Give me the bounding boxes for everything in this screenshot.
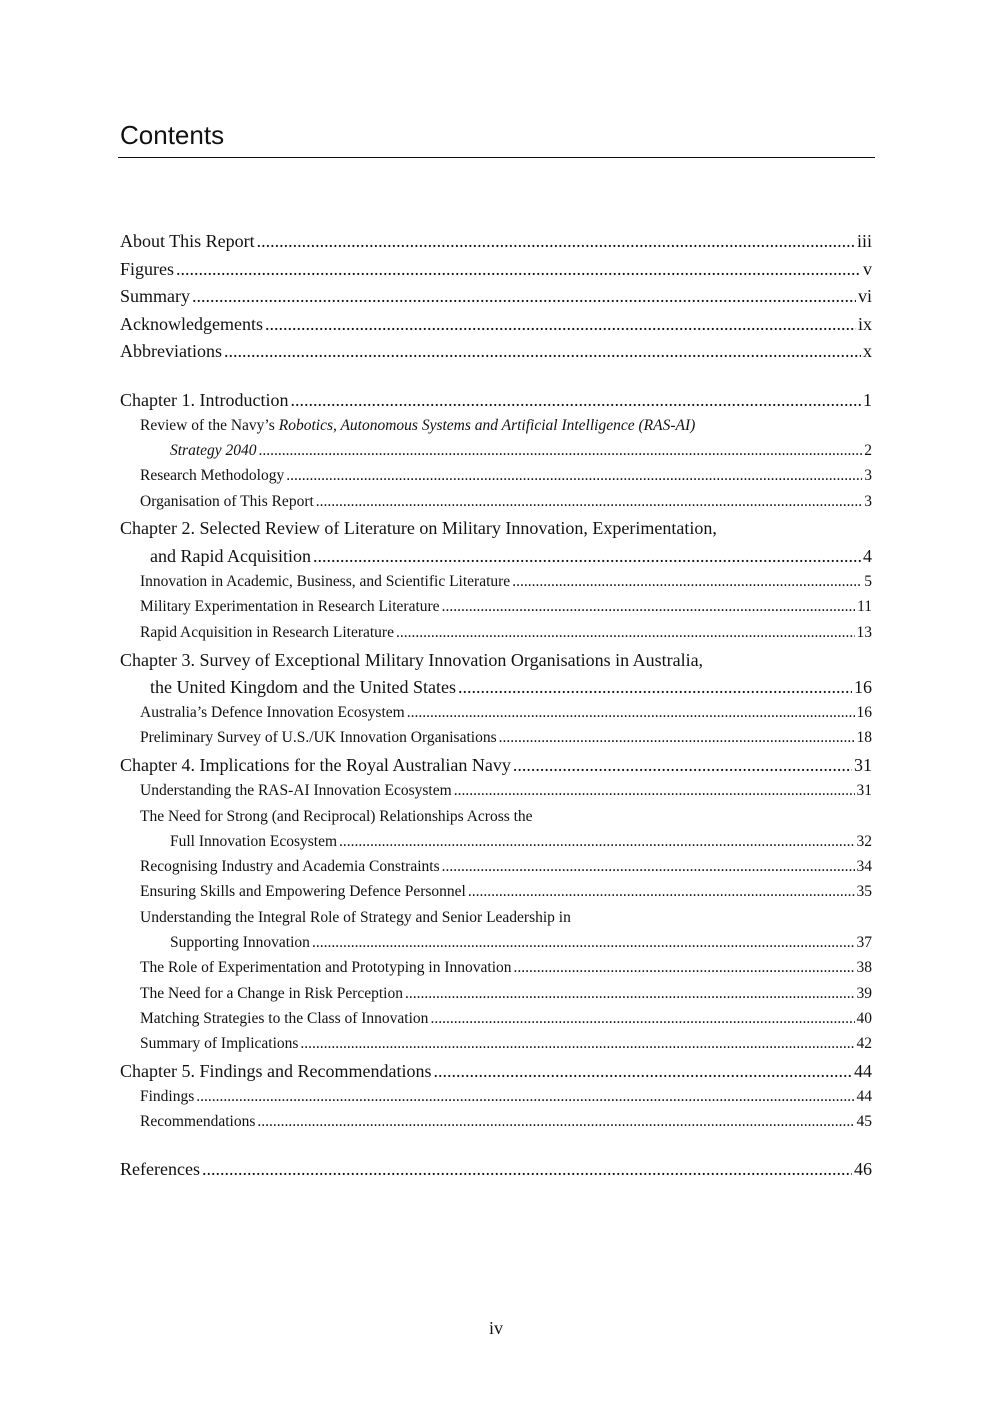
toc-page-number: 31 <box>856 782 872 799</box>
dot-leader <box>300 1033 854 1055</box>
toc-entry-title-cont: Full Innovation Ecosystem <box>170 833 338 850</box>
toc-entry-abbreviations[interactable] <box>120 339 872 363</box>
toc-page-number: 11 <box>857 598 872 615</box>
toc-entry-review-navy-strategy[interactable] <box>140 415 872 437</box>
toc-entry-title-prefix: Review of the Navy’s <box>140 417 275 434</box>
toc-entry-title: Figures <box>120 259 174 279</box>
dot-leader <box>257 229 855 253</box>
dot-leader <box>454 780 855 802</box>
toc-entry-title: Acknowledgements <box>120 314 263 334</box>
dot-leader <box>430 1008 854 1030</box>
dot-leader <box>499 727 855 749</box>
toc-entry-title: Understanding the RAS-AI Innovation Ecosystem <box>140 782 452 799</box>
dot-leader <box>468 881 855 903</box>
dot-leader <box>312 932 855 954</box>
toc-entry-military-experimentation[interactable] <box>140 596 872 618</box>
dot-leader <box>257 1111 854 1133</box>
dot-leader <box>513 753 852 777</box>
toc-entry-ensuring-skills[interactable] <box>140 881 872 903</box>
toc-entry-title: The Role of Experimentation and Prototyping in Innovation <box>140 959 512 976</box>
toc-page-number: 5 <box>864 573 872 590</box>
toc-entry-matching-strategies[interactable] <box>140 1008 872 1030</box>
toc-entry-title-cont: Supporting Innovation <box>170 934 310 951</box>
toc-entry-title: Military Experimentation in Research Literature <box>140 598 440 615</box>
toc-entry-title: Chapter 1. Introduction <box>120 390 289 410</box>
toc-entry-about[interactable] <box>120 229 872 253</box>
dot-leader <box>286 465 862 487</box>
toc-page-number: 31 <box>854 755 872 775</box>
toc-entry-strong-relationships[interactable] <box>140 806 872 828</box>
toc-page-number: 37 <box>856 934 872 951</box>
toc-entry-title: Innovation in Academic, Business, and Scientific Literature <box>140 573 511 590</box>
dot-leader <box>196 1086 854 1108</box>
dot-leader <box>442 596 856 618</box>
dot-leader <box>316 491 862 513</box>
dot-leader <box>290 388 861 412</box>
toc-entry-experimentation-prototyping[interactable] <box>140 957 872 979</box>
toc-entry-recommendations[interactable] <box>140 1111 872 1133</box>
toc-page-number: 39 <box>856 985 872 1002</box>
toc-entry-chapter-1[interactable] <box>120 388 872 412</box>
toc-page-number: 1 <box>863 390 872 410</box>
toc-entry-title-cont: the United Kingdom and the United States <box>150 677 456 697</box>
toc-entry-title: The Need for Strong (and Reciprocal) Relationships Across the <box>140 808 533 825</box>
toc-entry-chapter-2[interactable] <box>120 516 872 540</box>
toc-page-number: ix <box>857 314 872 334</box>
toc-entry-chapter-3-cont[interactable] <box>150 675 872 699</box>
toc-entry-chapter-4[interactable] <box>120 753 872 777</box>
toc-page-number: 40 <box>856 1010 872 1027</box>
toc-entry-strong-relationships-cont[interactable] <box>170 831 872 853</box>
toc-entry-chapter-3[interactable] <box>120 648 872 672</box>
toc-entry-australia-ecosystem[interactable] <box>140 702 872 724</box>
toc-page-number: 3 <box>864 467 872 484</box>
toc-page-number: 3 <box>864 493 872 510</box>
toc-entry-title-cont: Strategy 2040 <box>170 442 257 459</box>
toc-entry-rapid-acquisition[interactable] <box>140 622 872 644</box>
toc-entry-title: Chapter 2. Selected Review of Literature on Military Innovation, Experimentation, <box>120 518 717 538</box>
toc-page-number: 44 <box>854 1061 872 1081</box>
dot-leader <box>265 312 856 336</box>
toc-page-number: 44 <box>856 1088 872 1105</box>
dot-leader <box>176 257 861 281</box>
toc-entry-title: Research Methodology <box>140 467 285 484</box>
toc-entry-references[interactable] <box>120 1157 872 1181</box>
dot-leader <box>405 983 855 1005</box>
toc-entry-title: Recognising Industry and Academia Constraints <box>140 858 440 875</box>
toc-entry-innovation-literature[interactable] <box>140 571 872 593</box>
toc-entry-review-navy-strategy-cont[interactable] <box>170 440 872 462</box>
dot-leader <box>396 622 855 644</box>
dot-leader <box>433 1059 852 1083</box>
dot-leader <box>259 440 863 462</box>
toc-entry-title: References <box>120 1159 200 1179</box>
toc-entry-title: The Need for a Change in Risk Perception <box>140 985 403 1002</box>
toc-page-number: 2 <box>864 442 872 459</box>
toc-entry-research-methodology[interactable] <box>140 465 872 487</box>
dot-leader <box>458 675 852 699</box>
toc-entry-chapter-2-cont[interactable] <box>150 544 872 568</box>
toc-entry-title: Chapter 3. Survey of Exceptional Military Innovation Organisations in Australia, <box>120 650 704 670</box>
dot-leader <box>339 831 854 853</box>
toc-page-number: 45 <box>856 1113 872 1130</box>
toc-entry-strategy-leadership-cont[interactable] <box>170 932 872 954</box>
toc-page-number: v <box>863 259 872 279</box>
toc-entry-summary-implications[interactable] <box>140 1033 872 1055</box>
toc-entry-title: Ensuring Skills and Empowering Defence Personnel <box>140 883 466 900</box>
dot-leader <box>514 957 855 979</box>
toc-entry-us-uk-survey[interactable] <box>140 727 872 749</box>
toc-entry-risk-perception[interactable] <box>140 983 872 1005</box>
toc-page-number: 35 <box>856 883 872 900</box>
toc-entry-title: Preliminary Survey of U.S./UK Innovation Organisations <box>140 729 497 746</box>
dot-leader <box>224 339 861 363</box>
toc-entry-title: Rapid Acquisition in Research Literature <box>140 624 394 641</box>
toc-entry-title-italic: Robotics, Autonomous Systems and Artificial Intelligence (RAS-AI) <box>278 417 696 434</box>
toc-page-number: 16 <box>854 677 872 697</box>
toc-page-number: 46 <box>854 1159 872 1179</box>
toc-entry-strategy-leadership[interactable] <box>140 907 872 929</box>
toc-entry-title: Understanding the Integral Role of Strategy and Senior Leadership in <box>140 909 571 926</box>
toc-entry-title: Organisation of This Report <box>140 493 314 510</box>
toc-entry-title: Abbreviations <box>120 341 222 361</box>
toc-entry-title: Chapter 5. Findings and Recommendations <box>120 1061 432 1081</box>
toc-page-number: 13 <box>856 624 872 641</box>
toc-page-number: 32 <box>856 833 872 850</box>
toc-entry-title: About This Report <box>120 231 255 251</box>
toc-entry-findings[interactable] <box>140 1086 872 1108</box>
dot-leader <box>192 284 856 308</box>
toc-page-number: 18 <box>856 729 872 746</box>
toc-entry-title: Matching Strategies to the Class of Innovation <box>140 1010 429 1027</box>
dot-leader <box>407 702 855 724</box>
toc-entry-acknowledgements[interactable] <box>120 312 872 336</box>
dot-leader <box>313 544 861 568</box>
dot-leader <box>202 1157 852 1181</box>
page-title: Contents <box>120 120 225 150</box>
toc-entry-figures[interactable] <box>120 257 872 281</box>
toc-page-number: iii <box>856 231 872 251</box>
page-number: iv <box>488 1318 503 1338</box>
toc-entry-ras-ai-ecosystem[interactable] <box>140 780 872 802</box>
toc-entry-title: Recommendations <box>140 1113 256 1130</box>
toc-entry-summary[interactable] <box>120 284 872 308</box>
toc-entry-title-cont: and Rapid Acquisition <box>150 546 311 566</box>
toc-entry-industry-constraints[interactable] <box>140 856 872 878</box>
toc-page-number: 38 <box>856 959 872 976</box>
toc-entry-chapter-5[interactable] <box>120 1059 872 1083</box>
toc-entry-title: Australia’s Defence Innovation Ecosystem <box>140 704 405 721</box>
toc-page-number: 16 <box>856 704 872 721</box>
toc-page-number: 42 <box>856 1035 872 1052</box>
toc-page-number: 4 <box>863 546 872 566</box>
dot-leader <box>442 856 855 878</box>
toc-entry-title: Chapter 4. Implications for the Royal Australian Navy <box>120 755 511 775</box>
toc-page-number: x <box>863 341 872 361</box>
toc-page-number: vi <box>857 286 872 306</box>
toc-page-number: 34 <box>856 858 872 875</box>
dot-leader <box>512 571 862 593</box>
toc-entry-title: Findings <box>140 1088 195 1105</box>
toc-entry-organisation[interactable] <box>140 491 872 513</box>
toc-entry-title: Summary <box>120 286 190 306</box>
toc-entry-title: Summary of Implications <box>140 1035 299 1052</box>
